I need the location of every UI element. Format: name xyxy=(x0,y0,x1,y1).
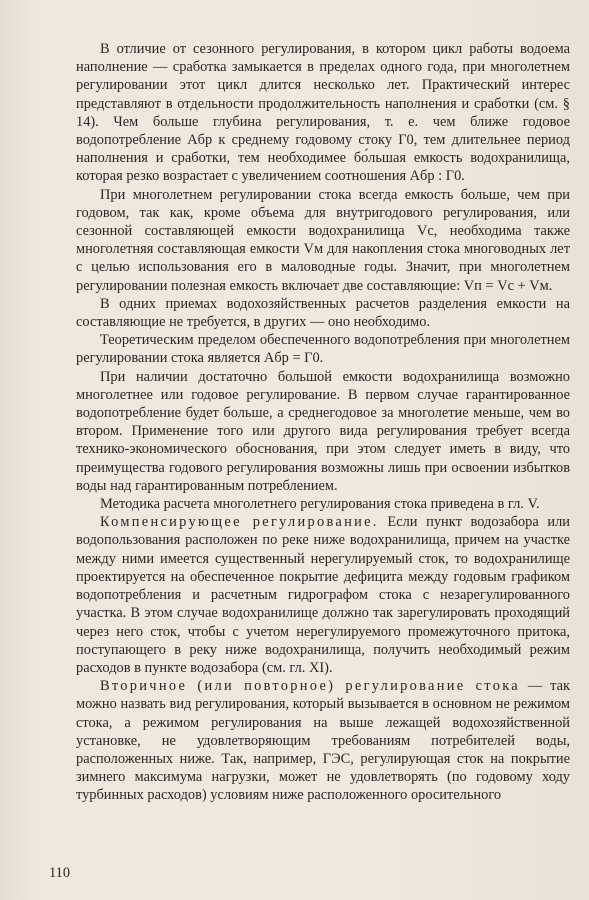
paragraph-compensating-regulation xyxy=(76,513,570,677)
term-compensating-regulation: Компенсирующее регулирование. xyxy=(100,514,379,531)
paragraph-multiyear-cycle: В отличие от сезонного регулирования, в котором цикл работы водоема наполнение — сработка замыкается в пределах одного года, при многолетнем регулировании этот цикл длится несколько лет. Практический интерес представляют в отдельности продолжительность наполнения и сработки (см. § 14). Чем больше глубина регулирования, т. е. чем ближе годовое водопотребление Aбр к среднему годовому стоку Г0, тем длительнее период наполнения и сработки, тем необходимее бо́льшая емкость водохранилища, которая резко возрастает с увеличением соотношения Aбр : Г0. xyxy=(76,41,570,185)
page-number: 110 xyxy=(49,865,71,881)
secondary-regulation-body: — так можно назвать вид регулирования, который вызывается в основном не режимом стока, а режимом регулирования на выше лежащей водохозяйственной установке, не удовлетворяющим требованиям потребителей воды, расположенных ниже. Так, например, ГЭС, регулирующая сток на покрытие зимнего максимума нагрузки, может не удовлетворять (по годовому ходу турбинных расходов) условиям ниже расположенного оросительного xyxy=(76,678,570,804)
page-body-text xyxy=(76,40,570,805)
paragraph-regulation-choice: При наличии достаточно большой емкости водохранилища возможно многолетнее или годовое регулирование. В первом случае гарантированное водопотребление будет больше, а среднегодовое за многолетие меньше, чем во втором. Применение того или другого вида регулирования требует всегда технико-экономического обоснования, при этом следует иметь в виду, что преимущества годового регулирования возможны лишь при освоении избытков воды над гарантированным потреблением. xyxy=(76,368,570,494)
paragraph-method-reference: Методика расчета многолетнего регулирования стока приведена в гл. V. xyxy=(100,496,540,513)
paragraph-multiyear-capacity: При многолетнем регулировании стока всегда емкость больше, чем при годовом, так как, кроме объема для внутригодового регулирования, или сезонной составляющей емкости водохранилища Vс, необходима также многолетняя составляющая емкости Vм для накопления стока многоводных лет с целью использования его в маловодные годы. Значит, при многолетнем регулировании полезная емкость включает две составляющие: Vп = Vс + Vм. xyxy=(76,186,570,294)
compensating-regulation-body: Если пункт водозабора или водопользования расположен по реке ниже водохранилища, причем на участке между ними имеется существенный нерегулируемый сток, то водохранилище проектируется на обеспеченное покрытие дефицита между годовым графиком водопотребления и расчетным гидрографом стока с незарегулированного участка. В этом случае водохранилище должно так зарегулировать проходящий через него сток, чтобы с учетом нерегулируемого промежуточного притока, поступающего в реку ниже водохранилища, получить необходимый режим расходов в пункте водозабора (см. гл. XI). xyxy=(76,514,571,676)
term-secondary-regulation: Вторичное (или повторное) регулирование стока xyxy=(100,678,520,695)
paragraph-capacity-split: В одних приемах водохозяйственных расчетов разделения емкости на составляющие не требуется, в других — оно необходимо. xyxy=(76,295,570,331)
paragraph-secondary-regulation xyxy=(76,677,570,804)
paragraph-theoretical-limit: Теоретическим пределом обеспеченного водопотребления при многолетнем регулировании стока является Aбр = Г0. xyxy=(76,332,570,367)
